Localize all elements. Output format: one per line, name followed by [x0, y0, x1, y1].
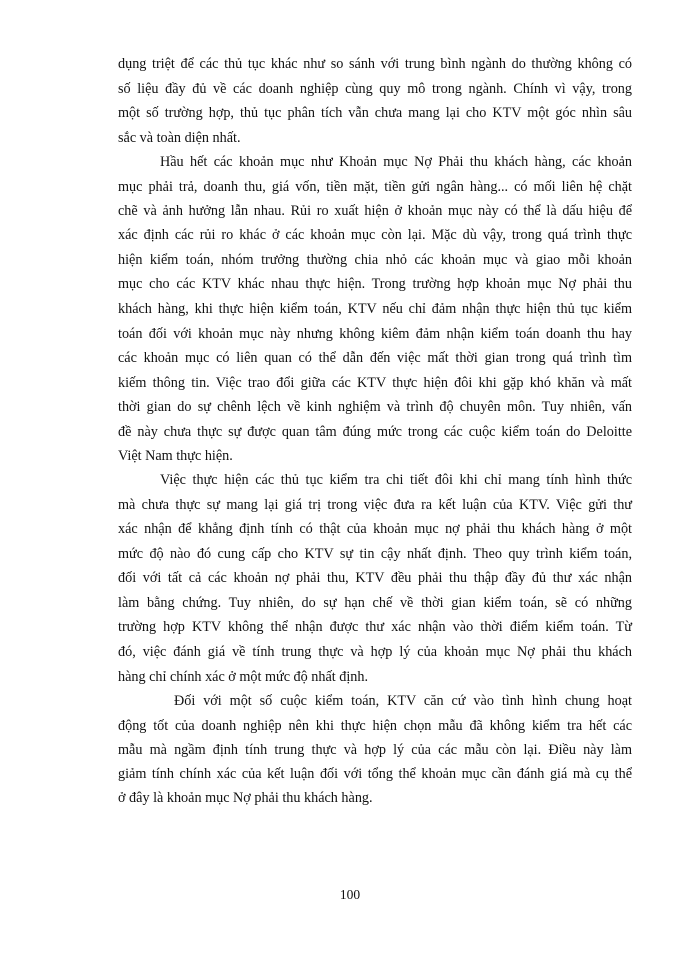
- paragraph-2-line-7: khách hàng, khi thực hiện kiểm toán, KTV nếu chỉ đảm nhận thực hiện thủ tục kiểm: [118, 301, 632, 317]
- paragraph-1-line-3: một số trường hợp, thủ tục phân tích vẫn chưa mang lại cho KTV một góc nhìn sâu: [118, 105, 632, 121]
- paragraph-3-line-4: mức độ nào đó cung cấp cho KTV sự tin cậy nhất định. Theo quy trình kiểm toán,: [118, 546, 632, 562]
- paragraph-2-line-6: mục cho các KTV khác nhau thực hiện. Trong trường hợp khoản mục Nợ phải thu: [118, 276, 632, 292]
- paragraph-3-line-6: làm bằng chứng. Tuy nhiên, do sự hạn chế về thời gian kiểm toán, sẽ có những: [118, 595, 632, 611]
- paragraph-2-line-4: xác định các rủi ro khác ở các khoản mục còn lại. Mặc dù vậy, trong quá trình thực: [118, 227, 632, 243]
- paragraph-1-line-2: số liệu đầy đủ về các doanh nghiệp cùng quy mô trong ngành. Chính vì vậy, trong: [118, 81, 632, 97]
- paragraph-4-line-2: động tốt của doanh nghiệp nên khi thực hiện chọn mẫu đã không kiểm tra hết các: [118, 718, 632, 734]
- paragraph-2-line-9: các khoản mục có liên quan có thể dẫn đến việc mất thời gian trong quá trình tìm: [118, 350, 632, 366]
- paragraph-4-line-3: mẫu mà ngầm định tính trung thực và hợp lý của các mẫu còn lại. Điều này làm: [118, 742, 632, 758]
- paragraph-2-line-11: thời gian do sự chênh lệch về kinh nghiệm và trình độ chuyên môn. Tuy nhiên, vấn: [118, 399, 632, 415]
- paragraph-2-line-10: kiếm thông tin. Việc trao đổi giữa các KTV thực hiện đôi khi gặp khó khăn và mất: [118, 375, 632, 391]
- paragraph-1-line-1: dụng triệt để các thủ tục khác như so sánh với trung bình ngành do thường không có: [118, 56, 632, 72]
- paragraph-3-line-1: Việc thực hiện các thủ tục kiểm tra chi tiết đôi khi chỉ mang tính hình thức: [160, 472, 632, 488]
- paragraph-2-line-13: Việt Nam thực hiện.: [118, 448, 233, 464]
- paragraph-3-line-7: trường hợp KTV không thể nhận được thư xác nhận vào thời điểm kiểm toán. Từ: [118, 619, 632, 635]
- paragraph-3-line-3: xác nhận để khẳng định tính có thật của khoản mục nợ phải thu khách hàng ở một: [118, 521, 632, 537]
- paragraph-3-line-9: hàng chỉ chính xác ở một mức độ nhất định.: [118, 669, 369, 685]
- paragraph-2-line-5: hiện kiểm toán, nhóm trưởng thường chia nhỏ các khoản mục và giao mỗi khoản: [118, 252, 632, 268]
- paragraph-2-line-8: toán đối với khoản mục này nhưng không kiêm đảm nhận kiểm toán doanh thu hay: [118, 326, 632, 342]
- paragraph-4-line-1: Đối với một số cuộc kiểm toán, KTV căn cứ vào tình hình chung hoạt: [174, 693, 632, 709]
- paragraph-2-line-12: đề này chưa thực sự được quan tâm đúng mức trong các cuộc kiểm toán do Deloitte: [118, 424, 632, 440]
- paragraph-3-line-8: đó, việc đánh giá về tính trung thực và hợp lý của khoản mục Nợ phải thu khách: [118, 644, 632, 660]
- paragraph-3-line-2: mà chưa thực sự mang lại giá trị trong việc đưa ra kết luận của KTV. Việc gửi thư: [118, 497, 632, 513]
- paragraph-1-line-4: sắc và toàn diện nhất.: [118, 130, 241, 146]
- page-number: 100: [339, 887, 361, 902]
- paragraph-4-line-4: giảm tính chính xác của kết luận đối với tổng thể khoản mục cần đánh giá mà cụ thể: [118, 766, 632, 782]
- paragraph-2-line-3: chẽ và ảnh hưởng lẫn nhau. Rủi ro xuất hiện ở khoản mục này có thể là dấu hiệu để: [118, 203, 632, 219]
- paragraph-3-line-5: đối với tất cả các khoản nợ phải thu, KTV đều phải thu thập đầy đủ thư xác nhận: [118, 570, 632, 586]
- paragraph-4-line-5: ở đây là khoản mục Nợ phải thu khách hàng.: [118, 790, 373, 806]
- paragraph-2-line-1: Hầu hết các khoản mục như Khoản mục Nợ Phải thu khách hàng, các khoản: [160, 154, 632, 170]
- paragraph-2-line-2: mục phải trả, doanh thu, giá vốn, tiền mặt, tiền gửi ngân hàng... có mối liên hệ chặt: [118, 179, 632, 195]
